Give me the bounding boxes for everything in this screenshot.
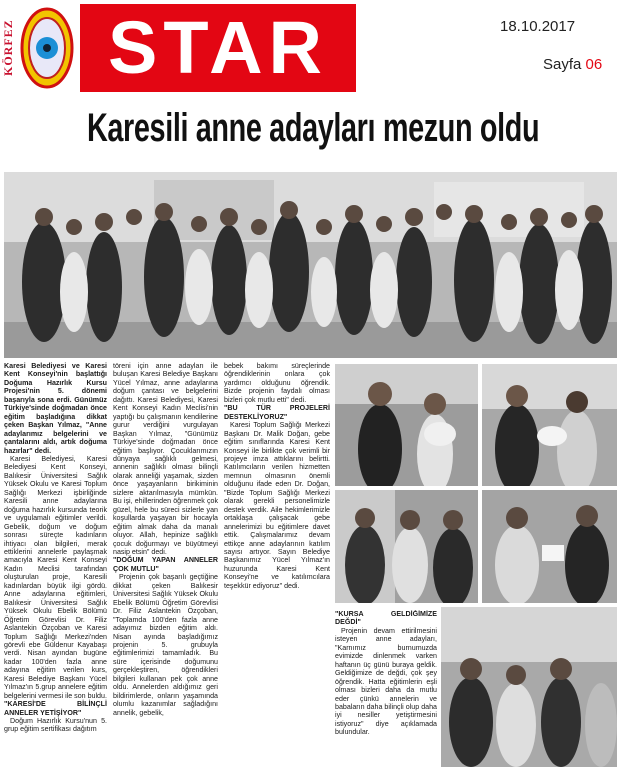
brand-banner: [80, 4, 356, 92]
korfez-text: KÖRFEZ: [1, 19, 15, 77]
page-label: Sayfa: [543, 56, 582, 73]
brand-name: STAR: [108, 6, 328, 89]
article-subheading: "BU TÜR PROJELERİ DESTEKLİYORUZ": [224, 404, 330, 421]
article-lead: Karesi Belediyesi ve Karesi Kent Konseyi'nin başlattığı Doğuma Hazırlık Kursu Projesi'nin 5. dönemi başarıyla sona erdi. Günümüz Türkiye'sinde doğmadan önce eğitim başladığına dikkat çeken Başkan Yılmaz, "Anne adaylarımız belgelerini ve çantalarını aldı, artık doğuma hazırlar" dedi.: [4, 362, 107, 455]
eye-logo-icon: [20, 6, 74, 90]
article-paragraph: Karesi Belediyesi, Karesi Belediyesi Kent Konseyi, Balıkesir Üniversitesi Sağlık Yüksek Okulu ve Karesi Toplum Sağlığı Merkezi işbirliğinde Karesili anne adaylarına doğuma hazırlık kursunda teorik ve uygulamalı eğitimler verildi. Gebelik, doğum ve doğum sonrası süreçte kadınların ihtiyacı olan bilgileri, merak ettiklerini annelerle paylaşmak amacıyla Karesi Kent Konseyi Kadın Meclisi tarafından oluşturulan proje, Karesili kadınlardan büyük ilgi gördü. Anne adaylarına eğitimleri, Balıkesir Üniversitesi Sağlık Yüksek Okulu Ebelik Bölümü Öğretim Görevlisi Dr. Filiz Aslantekin Özçoban ve Karesi Toplum Sağlığı Merkezi'nden görevli ebe Güldenur Kayabaşı verdi. Nisan ayından bugüne kadar 100'den fazla anne adayına eğitim verilen kurs, Karesi Belediye Başkanı Yücel Yılmaz'ın 5.grup annelere eğitim belgelerini vermesi ile son buldu.: [4, 454, 107, 700]
article-paragraph: Projenin çok başarılı geçtiğine dikkat çeken Balıkesir Üniversitesi Sağlık Yüksek Okulu Ebelik Bölümü Öğretim Görevlisi Dr. Filiz Aslantekin Özçoban, "Toplamda 100'den fazla anne adayımız bizden eğitim aldı. Nisan ayında başladığımız projenin 5. grubuyla eğitimlerimizi tamamladık. Bu süre içerisinde doğumunu gerçekleştiren, öğrendikleri bilgileri kullanan pek çok anne oldu. Annelerden aldığımız geri bildirimlerde, onların yaşamında olumlu kazanımlar sağladığını annelik, gebelik,: [113, 573, 218, 717]
article-column-1: [4, 362, 107, 769]
article-paragraph: Projenin devam ettirilmesini isteyen anne adayları, "Karnımız burnumuzda evimizde dinlenmek varken haftanın üç günü buraya geldik. Geldiğimize de değdi, çok şey öğrendik. Hatta eğitimlerin eşli olması bizleri daha da mutlu eder çünkü annelerin ve babaların daha bilinçli olup daha iyi nesiller yetiştirmesini istiyoruz" diye açıklamada bulundular.: [335, 626, 437, 737]
page-number: 06: [585, 56, 603, 73]
article-column-2: [113, 362, 218, 769]
award-presentation-photo: [335, 490, 478, 603]
certificate-ceremony-photo: [482, 364, 617, 486]
mothers-with-babies-photo: [441, 607, 617, 767]
article-paragraph: Doğum Hazırlık Kursu'nun 5. grup eğitim sertifikası dağıtım: [4, 717, 107, 734]
issue-date: 18.10.2017: [500, 18, 576, 35]
article-paragraph: Karesi Toplum Sağlığı Merkezi Başkanı Dr. Malik Doğan, gebe eğitim sınıflarında Karesi Kent Konseyi ile birlikte çok verimli bir projeye imza attıklarını belirtti. Katılımcıların verilen hizmetten memnun olmasının önemli olduğunu ifade eden Dr. Doğan, "Bizde Toplum Sağlığı Merkezi olarak gerekli personelimizle destek verdik. Aile hekimlerimizle ortaklaşa çalışacak gebe annelerimizi bu eğitimlere davet ettik. Çalışmalarımız devam ettikçe anne adaylarının katılım sayısı artıyor. Sayın Belediye Başkanımız Yücel Yılmaz'ın huzurunda Karesi Kent Konseyi'ne ve katılımcılara teşekkür ediyoruz" dedi.: [224, 421, 330, 590]
headline: Karesili anne adayları mezun oldu: [86, 106, 540, 150]
article-paragraph: töreni için anne adayları ile buluşan Karesi Belediye Başkanı Yücel Yılmaz, anne adaylarına doğum çantası ve belgelerini dağıttı. Karesi Belediyesi, Karesi Kent Konseyi Kadın Meclisi'nin yaptığı bu çalışmanın kendilerine gurur verdiğini vurgulayan Başkan Yılmaz, "Günümüz Türkiye'sinde doğmadan önce eğitim başlıyor. Çocuklarımızın dünyaya sağlıklı gelmesi, annenin sağlıklı olması bilinçli olarak anneliği yaşamak, sizden önce yaşayanların birikiminin sizlere aktarılmasıyla mümkün. Bu işi, ehillerinden öğrenmek çok güzel, hele bu süreci sizlerle yan koşullarda yaşayan bir hocayla eğitim almak daha da manalı oluyor. Allah, hepinize sağlıklı çocuk doğurmayı ve büyütmeyi nasip etsin" dedi.: [113, 362, 218, 556]
article-column-4: [335, 610, 437, 769]
certificate-presentation-photo: [482, 490, 617, 603]
article-subheading: "KURSA GELDİĞİMİZE DEĞDİ": [335, 610, 437, 627]
korfez-vertical-label: [1, 4, 17, 92]
page-indicator: [543, 56, 602, 73]
article-subheading: "DOĞUM YAPAN ANNELER ÇOK MUTLU": [113, 556, 218, 573]
speakers-photo: [335, 364, 478, 486]
article-subheading: "KARESİ'DE BİLİNÇLİ ANNELER YETİŞİYOR": [4, 700, 107, 717]
article-paragraph: bebek bakımı süreçlerinde öğrendiklerinin onlara çok yardımcı olduğunu öğrendik. Bizde projenin faydalı olması bizleri çok mutlu etti" dedi.: [224, 362, 330, 404]
group-photo: [4, 172, 617, 358]
article-column-3: [224, 362, 330, 769]
